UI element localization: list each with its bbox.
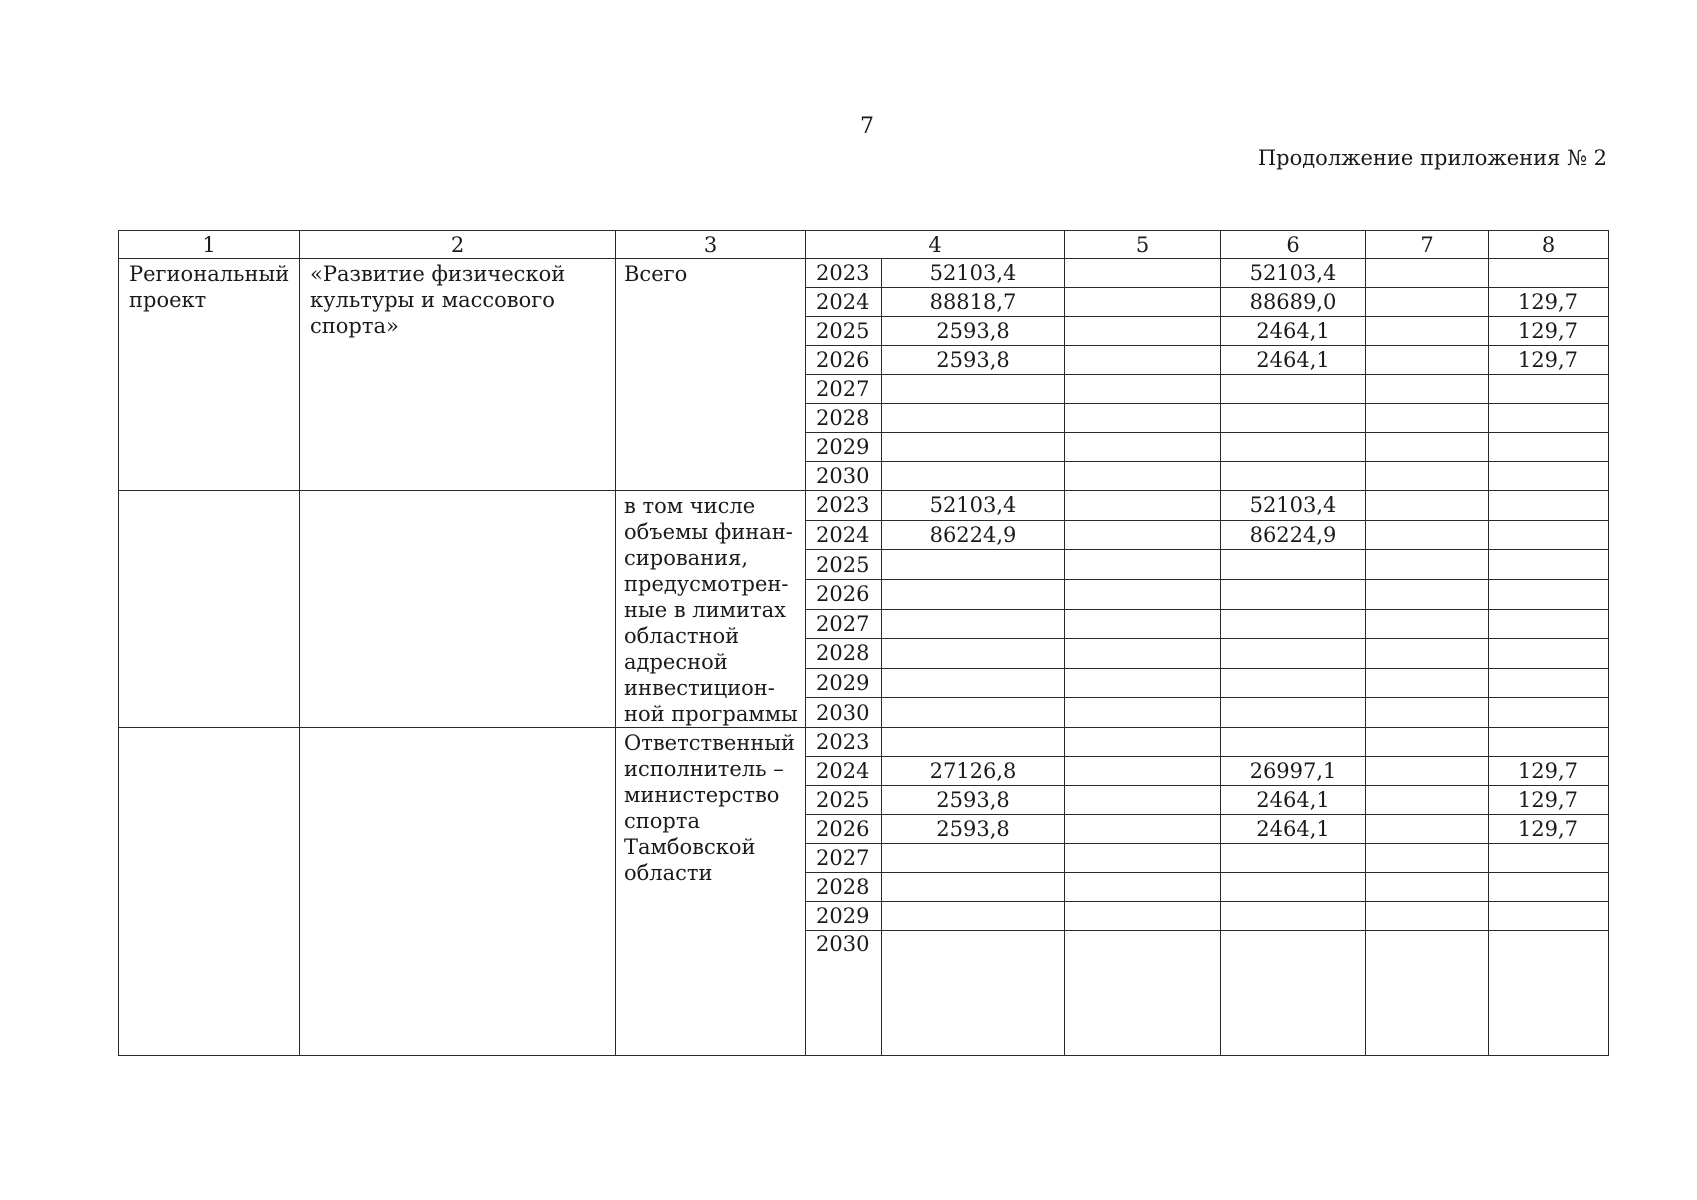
col5-value xyxy=(1065,259,1221,288)
col4-value xyxy=(882,728,1065,757)
col6-value xyxy=(1221,609,1366,639)
col7-value xyxy=(1366,288,1489,317)
col7-value xyxy=(1366,815,1489,844)
col8-value xyxy=(1489,931,1609,1056)
col4-value xyxy=(882,902,1065,931)
col5-value xyxy=(1065,728,1221,757)
col7-value xyxy=(1366,579,1489,609)
col6-value xyxy=(1221,375,1366,404)
col8-value: 129,7 xyxy=(1489,757,1609,786)
col6-value xyxy=(1221,550,1366,580)
col4-value xyxy=(882,550,1065,580)
col4-value xyxy=(882,609,1065,639)
col7-value xyxy=(1366,317,1489,346)
year-cell: 2023 xyxy=(806,259,882,288)
col8-value xyxy=(1489,902,1609,931)
year-cell: 2027 xyxy=(806,844,882,873)
col6-value: 52103,4 xyxy=(1221,259,1366,288)
col4-value xyxy=(882,433,1065,462)
project-type-cell xyxy=(119,728,300,1056)
col6-value: 88689,0 xyxy=(1221,288,1366,317)
col7-value xyxy=(1366,902,1489,931)
col4-value xyxy=(882,639,1065,669)
year-cell: 2026 xyxy=(806,815,882,844)
col6-value xyxy=(1221,698,1366,728)
col4-value: 2593,8 xyxy=(882,786,1065,815)
col5-value xyxy=(1065,786,1221,815)
year-cell: 2029 xyxy=(806,902,882,931)
col5-value xyxy=(1065,433,1221,462)
col8-value xyxy=(1489,433,1609,462)
col6-value xyxy=(1221,668,1366,698)
col7-value xyxy=(1366,757,1489,786)
table-row xyxy=(119,259,1609,288)
col7-value xyxy=(1366,931,1489,1056)
year-cell: 2030 xyxy=(806,931,882,1056)
col7-value xyxy=(1366,346,1489,375)
col7-value xyxy=(1366,491,1489,521)
col5-value xyxy=(1065,698,1221,728)
project-name-cell xyxy=(300,728,616,1056)
col6-value xyxy=(1221,404,1366,433)
col6-value: 2464,1 xyxy=(1221,815,1366,844)
col6-value: 2464,1 xyxy=(1221,346,1366,375)
year-cell: 2023 xyxy=(806,491,882,521)
col8-value xyxy=(1489,668,1609,698)
year-cell: 2025 xyxy=(806,786,882,815)
col7-value xyxy=(1366,550,1489,580)
project-type-cell xyxy=(119,491,300,728)
col4-value xyxy=(882,404,1065,433)
appendix-continuation-title: Продолжение приложения № 2 xyxy=(1257,146,1607,170)
financing-table xyxy=(118,230,1609,1056)
col5-value xyxy=(1065,639,1221,669)
col8-value xyxy=(1489,491,1609,521)
year-cell: 2026 xyxy=(806,579,882,609)
col4-value xyxy=(882,462,1065,491)
col4-value: 88818,7 xyxy=(882,288,1065,317)
col5-value xyxy=(1065,844,1221,873)
col8-value xyxy=(1489,728,1609,757)
col5-value xyxy=(1065,462,1221,491)
col5-value xyxy=(1065,375,1221,404)
col6-value xyxy=(1221,462,1366,491)
col4-value: 52103,4 xyxy=(882,259,1065,288)
col4-value: 27126,8 xyxy=(882,757,1065,786)
col5-value xyxy=(1065,902,1221,931)
year-cell: 2023 xyxy=(806,728,882,757)
col7-value xyxy=(1366,609,1489,639)
year-cell: 2027 xyxy=(806,375,882,404)
col5-value xyxy=(1065,491,1221,521)
col8-value: 129,7 xyxy=(1489,317,1609,346)
col5-value xyxy=(1065,579,1221,609)
year-cell: 2030 xyxy=(806,462,882,491)
col8-value xyxy=(1489,873,1609,902)
page-number: 7 xyxy=(860,114,874,139)
col4-value xyxy=(882,375,1065,404)
col4-value: 2593,8 xyxy=(882,317,1065,346)
col4-value xyxy=(882,668,1065,698)
col5-value xyxy=(1065,288,1221,317)
year-cell: 2025 xyxy=(806,317,882,346)
col5-value xyxy=(1065,609,1221,639)
header-cell: 1 xyxy=(119,231,300,259)
col5-value xyxy=(1065,873,1221,902)
col8-value xyxy=(1489,462,1609,491)
col8-value: 129,7 xyxy=(1489,346,1609,375)
col8-value: 129,7 xyxy=(1489,815,1609,844)
col8-value xyxy=(1489,609,1609,639)
col4-value xyxy=(882,931,1065,1056)
col8-value xyxy=(1489,698,1609,728)
section-label-cell: Всего xyxy=(616,259,806,491)
col5-value xyxy=(1065,520,1221,550)
col7-value xyxy=(1366,375,1489,404)
col8-value xyxy=(1489,639,1609,669)
year-cell: 2024 xyxy=(806,520,882,550)
table-row xyxy=(119,491,1609,521)
year-cell: 2029 xyxy=(806,433,882,462)
col8-value xyxy=(1489,844,1609,873)
col4-value xyxy=(882,844,1065,873)
col6-value: 52103,4 xyxy=(1221,491,1366,521)
col6-value xyxy=(1221,433,1366,462)
header-cell: 6 xyxy=(1221,231,1366,259)
table-row xyxy=(119,728,1609,757)
section-label-cell: в том числе объемы финан-сирования, предусмотрен-ные в лимитах областной адресной инвестицион-ной программы xyxy=(616,491,806,728)
header-cell: 5 xyxy=(1065,231,1221,259)
col5-value xyxy=(1065,317,1221,346)
header-row xyxy=(119,231,1609,259)
col7-value xyxy=(1366,259,1489,288)
section-label-cell: Ответственный исполнитель – министерство спорта Тамбовской области xyxy=(616,728,806,1056)
col8-value xyxy=(1489,550,1609,580)
col6-value: 26997,1 xyxy=(1221,757,1366,786)
col7-value xyxy=(1366,698,1489,728)
col7-value xyxy=(1366,639,1489,669)
col6-value xyxy=(1221,902,1366,931)
col6-value xyxy=(1221,873,1366,902)
col7-value xyxy=(1366,786,1489,815)
col7-value xyxy=(1366,462,1489,491)
header-cell: 8 xyxy=(1489,231,1609,259)
col4-value xyxy=(882,579,1065,609)
col5-value xyxy=(1065,550,1221,580)
year-cell: 2029 xyxy=(806,668,882,698)
col7-value xyxy=(1366,520,1489,550)
col8-value xyxy=(1489,579,1609,609)
col8-value xyxy=(1489,520,1609,550)
col7-value xyxy=(1366,433,1489,462)
col5-value xyxy=(1065,815,1221,844)
year-cell: 2024 xyxy=(806,757,882,786)
col7-value xyxy=(1366,668,1489,698)
project-name-cell xyxy=(300,491,616,728)
col6-value xyxy=(1221,639,1366,669)
col6-value xyxy=(1221,931,1366,1056)
col6-value: 2464,1 xyxy=(1221,317,1366,346)
col4-value: 52103,4 xyxy=(882,491,1065,521)
col6-value xyxy=(1221,844,1366,873)
col4-value: 86224,9 xyxy=(882,520,1065,550)
year-cell: 2030 xyxy=(806,698,882,728)
col4-value xyxy=(882,873,1065,902)
col7-value xyxy=(1366,844,1489,873)
project-name-cell: «Развитие физической культуры и массового спорта» xyxy=(300,259,616,491)
year-cell: 2028 xyxy=(806,873,882,902)
col6-value: 2464,1 xyxy=(1221,786,1366,815)
col8-value: 129,7 xyxy=(1489,288,1609,317)
col7-value xyxy=(1366,728,1489,757)
year-cell: 2028 xyxy=(806,639,882,669)
year-cell: 2026 xyxy=(806,346,882,375)
col5-value xyxy=(1065,931,1221,1056)
year-cell: 2024 xyxy=(806,288,882,317)
header-cell: 2 xyxy=(300,231,616,259)
col5-value xyxy=(1065,404,1221,433)
col4-value xyxy=(882,698,1065,728)
col8-value: 129,7 xyxy=(1489,786,1609,815)
col4-value: 2593,8 xyxy=(882,346,1065,375)
header-cell: 4 xyxy=(806,231,1065,259)
year-cell: 2028 xyxy=(806,404,882,433)
col5-value xyxy=(1065,757,1221,786)
col7-value xyxy=(1366,404,1489,433)
col8-value xyxy=(1489,404,1609,433)
year-cell: 2025 xyxy=(806,550,882,580)
col8-value xyxy=(1489,259,1609,288)
header-cell: 7 xyxy=(1366,231,1489,259)
col5-value xyxy=(1065,668,1221,698)
year-cell: 2027 xyxy=(806,609,882,639)
col8-value xyxy=(1489,375,1609,404)
header-cell: 3 xyxy=(616,231,806,259)
col7-value xyxy=(1366,873,1489,902)
col6-value xyxy=(1221,728,1366,757)
col5-value xyxy=(1065,346,1221,375)
col6-value xyxy=(1221,579,1366,609)
project-type-cell: Региональный проект xyxy=(119,259,300,491)
col6-value: 86224,9 xyxy=(1221,520,1366,550)
col4-value: 2593,8 xyxy=(882,815,1065,844)
